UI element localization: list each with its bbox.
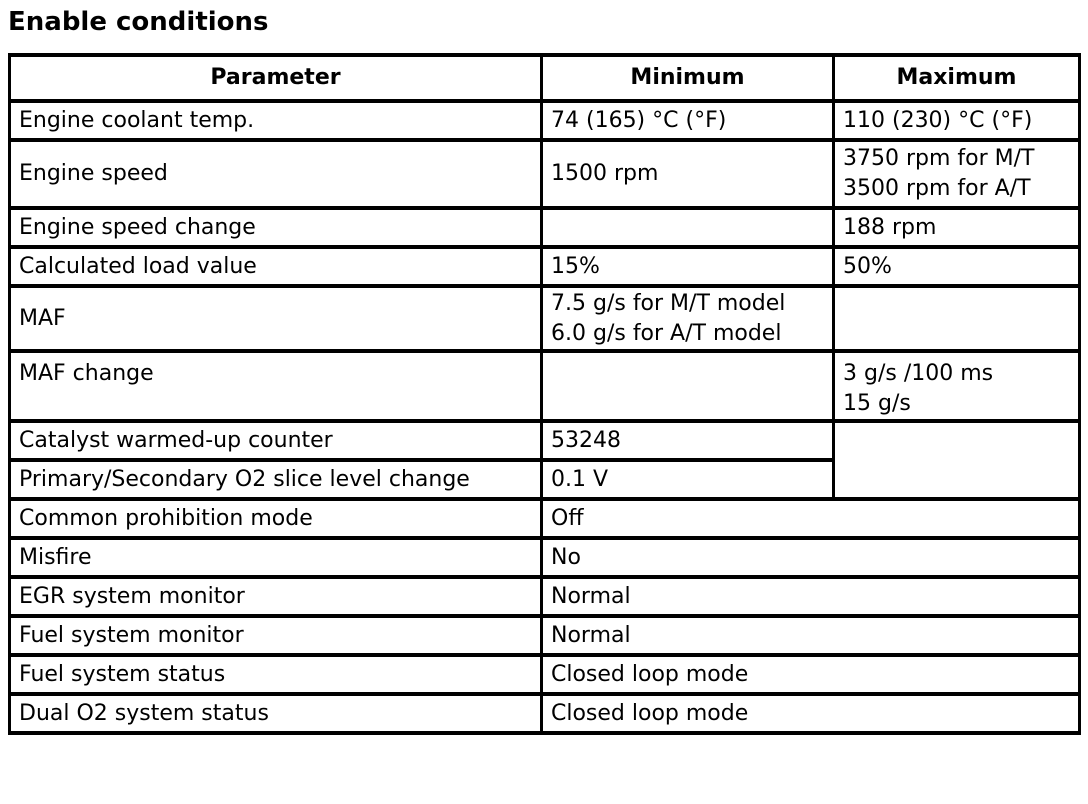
- maximum-cell: 188 rpm: [835, 210, 1081, 249]
- minimum-cell: 15%: [543, 249, 835, 288]
- parameter-cell: Common prohibition mode: [11, 501, 543, 540]
- table-row: [11, 540, 1081, 579]
- minimum-cell: [543, 210, 835, 249]
- parameter-cell: MAF change: [11, 353, 543, 423]
- table-row: [11, 501, 1081, 540]
- parameter-cell: Fuel system status: [11, 657, 543, 696]
- table-row: [11, 579, 1081, 618]
- maximum-cell: [835, 423, 1081, 501]
- column-header-parameter: Parameter: [11, 57, 543, 103]
- maximum-cell: [835, 353, 1081, 423]
- value-cell: Normal: [543, 618, 1081, 657]
- table-row: [11, 353, 1081, 423]
- value-cell: Off: [543, 501, 1081, 540]
- table-header-row: [11, 57, 1081, 103]
- minimum-cell: 1500 rpm: [543, 142, 835, 210]
- table-row: [11, 618, 1081, 657]
- minimum-cell: 74 (165) °C (°F): [543, 103, 835, 142]
- parameter-cell: Dual O2 system status: [11, 696, 543, 735]
- maximum-line: 3500 rpm for A/T: [843, 176, 1031, 201]
- value-cell: Normal: [543, 579, 1081, 618]
- table-row: [11, 288, 1081, 353]
- table-row: [11, 249, 1081, 288]
- page-title: Enable conditions: [8, 7, 269, 37]
- parameter-cell: Calculated load value: [11, 249, 543, 288]
- parameter-cell: Engine speed change: [11, 210, 543, 249]
- maximum-cell: 50%: [835, 249, 1081, 288]
- maximum-cell: 110 (230) °C (°F): [835, 103, 1081, 142]
- value-cell: Closed loop mode: [543, 696, 1081, 735]
- minimum-cell: 53248: [543, 423, 835, 462]
- column-header-maximum: Maximum: [835, 57, 1081, 103]
- value-cell: Closed loop mode: [543, 657, 1081, 696]
- parameter-cell: Misfire: [11, 540, 543, 579]
- table-row: [11, 423, 1081, 462]
- column-header-minimum: Minimum: [543, 57, 835, 103]
- table-row: [11, 142, 1081, 210]
- parameter-cell: EGR system monitor: [11, 579, 543, 618]
- parameter-cell: MAF: [11, 288, 543, 353]
- parameter-cell: Engine coolant temp.: [11, 103, 543, 142]
- maximum-cell: [835, 142, 1081, 210]
- table-row: [11, 103, 1081, 142]
- maximum-line: 3750 rpm for M/T: [843, 146, 1035, 171]
- maximum-line: 15 g/s: [843, 391, 911, 416]
- minimum-line: 6.0 g/s for A/T model: [551, 320, 782, 346]
- maximum-line: 3 g/s /100 ms: [843, 361, 994, 386]
- value-cell: No: [543, 540, 1081, 579]
- minimum-cell: [543, 288, 835, 353]
- parameter-cell: Primary/Secondary O2 slice level change: [11, 462, 543, 501]
- minimum-cell: [543, 353, 835, 423]
- table-row: [11, 210, 1081, 249]
- parameter-cell: Fuel system monitor: [11, 618, 543, 657]
- table-row: [11, 696, 1081, 735]
- parameter-cell: Catalyst warmed-up counter: [11, 423, 543, 462]
- enable-conditions-table: [8, 53, 1081, 735]
- maximum-cell: [835, 288, 1081, 353]
- table-row: [11, 657, 1081, 696]
- minimum-cell: 0.1 V: [543, 462, 835, 501]
- minimum-line: 7.5 g/s for M/T model: [551, 290, 786, 316]
- parameter-cell: Engine speed: [11, 142, 543, 210]
